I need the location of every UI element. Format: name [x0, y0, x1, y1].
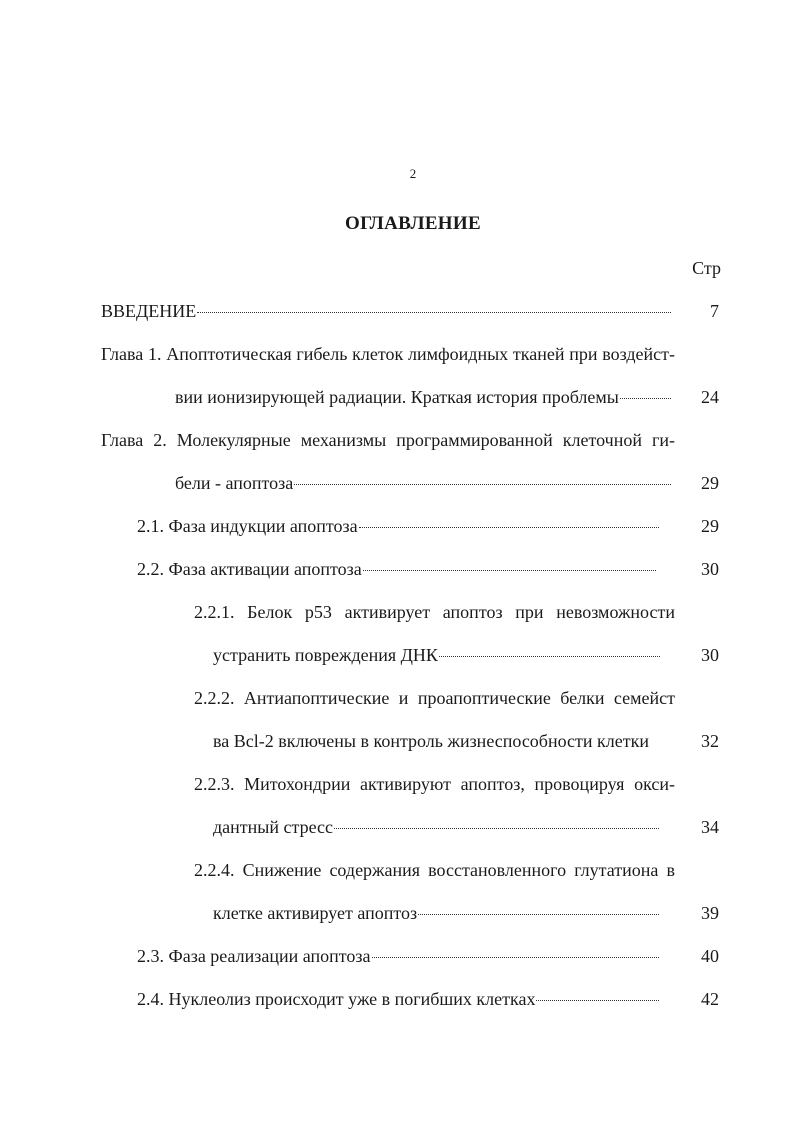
toc-entry-2-2-3-line-2: [213, 816, 663, 838]
toc-entry-chapter-2-line-2: [175, 472, 675, 494]
toc-entry-title: 2.4. Нуклеолиз происходит уже в погибших клетках: [137, 989, 536, 1009]
toc-page-ref: 7: [710, 301, 719, 321]
toc-entry-2-2-1-line-1: [194, 601, 675, 623]
toc-entry-2-2-2-line-1: [194, 687, 675, 709]
dot-leader: [536, 1000, 659, 1001]
toc-entry-title: 2.2.3. Митохондрии активируют апоптоз, провоцируя окси-: [194, 774, 675, 794]
toc-page-ref: 30: [701, 559, 719, 579]
toc-entry-2-2-2-line-2: [213, 730, 675, 752]
toc-entry-title-cont: дантный стресс: [213, 817, 333, 837]
toc-entry-2-2: [137, 558, 660, 580]
toc-page-ref: 24: [701, 387, 719, 407]
toc-entry-2-2-4-line-1: [194, 859, 675, 881]
toc-entry-2-3: [137, 945, 663, 967]
toc-entry-2-2-3-line-1: [194, 773, 675, 795]
toc-entry-title: 2.2.4. Снижение содержания восстановленного глутатиона в: [194, 860, 675, 880]
dot-leader: [418, 914, 659, 915]
dot-leader: [294, 484, 671, 485]
toc-entry-title: 2.2.1. Белок p53 активирует апоптоз при невозможности: [194, 602, 675, 622]
page-column-header: Стр: [692, 258, 721, 278]
toc-entry-title: 2.3. Фаза реализации апоптоза: [137, 946, 371, 966]
toc-entry-chapter-1-line-2: [175, 386, 675, 408]
dot-leader: [197, 312, 671, 313]
toc-page-ref: 29: [701, 473, 719, 493]
dot-leader: [372, 957, 659, 958]
toc-page-ref: 29: [701, 516, 719, 536]
toc-page-ref: 42: [701, 989, 719, 1009]
toc-page-ref: 34: [701, 817, 719, 837]
toc-entry-2-4: [137, 988, 663, 1010]
dot-leader: [439, 656, 660, 657]
toc-entry-chapter-2-line-1: [101, 429, 675, 451]
toc-page-ref: 32: [701, 731, 719, 751]
toc-entry-title-cont: ва Bcl-2 включены в контроль жизнеспособности клетки: [213, 731, 649, 751]
toc-entry-title-cont: бели - апоптоза: [175, 473, 294, 493]
page-number: 2: [409, 166, 417, 181]
toc-entry-2-1: [137, 515, 663, 537]
toc-entry-title: 2.1. Фаза индукции апоптоза: [137, 516, 358, 536]
dot-leader: [620, 398, 671, 399]
toc-entry-2-2-1-line-2: [213, 644, 664, 666]
toc-entry-title: Глава 1. Апоптотическая гибель клеток лимфоидных тканей при воздейст-: [101, 344, 675, 364]
toc-entry-title: 2.2.2. Антиапоптические и проапоптические белки семейст: [194, 688, 675, 708]
toc-entry-title: 2.2. Фаза активации апоптоза: [137, 559, 362, 579]
toc-entry-chapter-1-line-1: [101, 343, 675, 365]
toc-entry-title: ВВЕДЕНИЕ: [101, 301, 197, 321]
dot-leader: [334, 828, 659, 829]
dot-leader: [359, 527, 659, 528]
toc-entry-2-2-4-line-2: [213, 902, 663, 924]
toc-page-ref: 30: [701, 645, 719, 665]
toc-entry-title-cont: вии ионизирующей радиации. Краткая история проблемы: [175, 387, 619, 407]
toc-page-ref: 39: [701, 903, 719, 923]
dot-leader: [363, 570, 656, 571]
toc-entry-title: Глава 2. Молекулярные механизмы программированной клеточной ги-: [101, 430, 675, 450]
toc-entry-title-cont: клетке активирует апоптоз: [213, 903, 418, 923]
toc-entry-introduction: [101, 300, 675, 322]
toc-page-ref: 40: [701, 946, 719, 966]
toc-entry-title-cont: устранить повреждения ДНК: [213, 645, 438, 665]
toc-heading: ОГЛАВЛЕНИЕ: [345, 213, 481, 234]
